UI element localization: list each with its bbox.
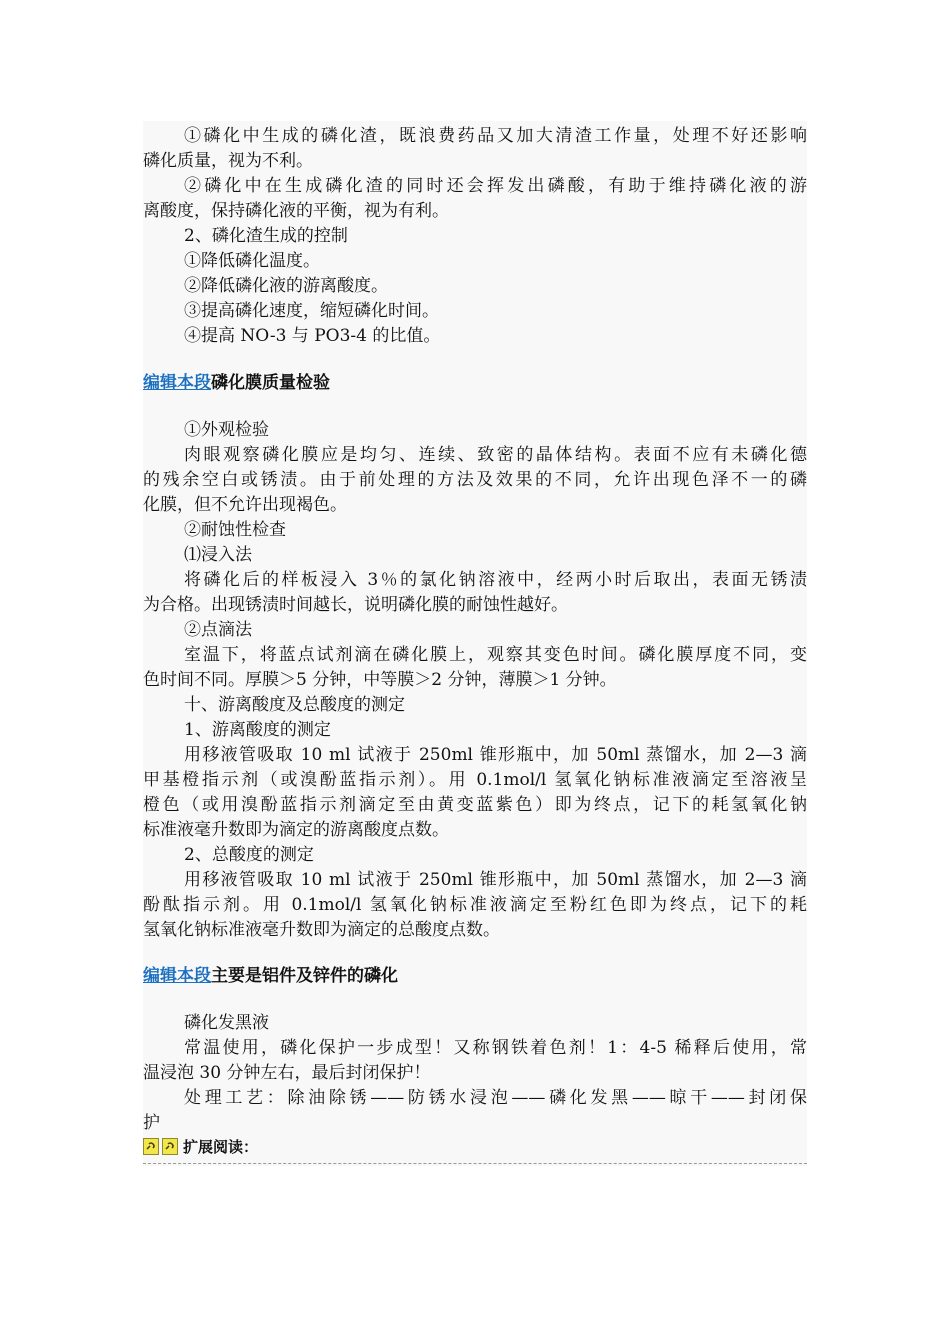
article-content	[143, 121, 807, 1166]
paragraph-line: 橙色（或用溴酚蓝指示剂滴定至由黄变蓝紫色）即为终点，记下的耗氢氧化钠	[143, 795, 807, 815]
paragraph-line: 温浸泡 30 分钟左右，最后封闭保护！	[143, 1063, 431, 1083]
paragraph-line: 的残余空白或锈渍。由于前处理的方法及效果的不同，允许出现色泽不一的磷	[143, 470, 807, 490]
paragraph-line: ②降低磷化液的游离酸度。	[184, 276, 388, 296]
paragraph-line: 常温使用，磷化保护一步成型！又称钢铁着色剂！1：4-5 稀释后使用，常	[184, 1038, 807, 1058]
paragraph-line: ③提高磷化速度，缩短磷化时间。	[184, 301, 439, 321]
paragraph-line: 室温下，将蓝点试剂滴在磷化膜上，观察其变色时间。磷化膜厚度不同，变	[184, 645, 807, 665]
paragraph-line: 用移液管吸取 10 ml 试液于 250ml 锥形瓶中，加 50ml 蒸馏水，加 2—3 滴	[184, 745, 807, 765]
paragraph-line: 氢氧化钠标准液毫升数即为滴定的总酸度点数。	[143, 920, 500, 940]
paragraph-line: 化膜，但不允许出现褐色。	[143, 495, 347, 515]
paragraph-line: 肉眼观察磷化膜应是均匀、连续、致密的晶体结构。表面不应有未磷化德	[184, 445, 807, 465]
paragraph-line: 1、游离酸度的测定	[184, 720, 331, 740]
edit-section-link[interactable]: 编辑本段	[143, 373, 211, 393]
paragraph-line: 酚酞指示剂。用 0.1mol/l 氢氧化钠标准液滴定至粉红色即为终点，记下的耗	[143, 895, 807, 915]
paragraph-line: 用移液管吸取 10 ml 试液于 250ml 锥形瓶中，加 50ml 蒸馏水，加 2—3 滴	[184, 870, 807, 890]
paragraph-line: 标准液毫升数即为滴定的游离酸度点数。	[143, 820, 449, 840]
paragraph-line: ②点滴法	[184, 620, 252, 640]
dashed-divider	[143, 1163, 807, 1164]
section-heading	[143, 371, 807, 395]
paragraph-line: 2、磷化渣生成的控制	[184, 226, 348, 246]
extended-reading-label: 扩展阅读：	[183, 1137, 259, 1156]
paragraph-line: 2、总酸度的测定	[184, 845, 314, 865]
section-heading	[143, 964, 807, 988]
section-title: 主要是铝件及锌件的磷化	[211, 966, 398, 986]
paragraph-line: 为合格。出现锈渍时间越长，说明磷化膜的耐蚀性越好。	[143, 595, 568, 615]
section-title: 磷化膜质量检验	[211, 373, 330, 393]
paragraph-line: ①外观检验	[184, 420, 269, 440]
paragraph-line: ⑴浸入法	[184, 545, 252, 565]
paragraph-line: 十、游离酸度及总酸度的测定	[184, 695, 405, 715]
paragraph-line: 磷化发黑液	[184, 1013, 269, 1033]
extended-reading-row	[143, 1135, 258, 1157]
paragraph-line: 甲基橙指示剂（或溴酚蓝指示剂）。用 0.1mol/l 氢氧化钠标准液滴定至溶液呈	[143, 770, 807, 790]
paragraph-line: ②耐蚀性检查	[184, 520, 286, 540]
paragraph-line: ④提高 NO-3 与 PO3-4 的比值。	[184, 326, 441, 346]
paragraph-line: 色时间不同。厚膜＞5 分钟，中等膜＞2 分钟，薄膜＞1 分钟。	[143, 670, 617, 690]
link-icon[interactable]	[162, 1138, 178, 1155]
edit-section-link[interactable]: 编辑本段	[143, 966, 211, 986]
link-icon[interactable]	[143, 1138, 159, 1155]
paragraph-line: 将磷化后的样板浸入 3％的氯化钠溶液中，经两小时后取出，表面无锈渍	[184, 570, 807, 590]
paragraph-line: ②磷化中在生成磷化渣的同时还会挥发出磷酸，有助于维持磷化液的游	[184, 176, 807, 196]
paragraph-line: 磷化质量，视为不利。	[143, 151, 313, 171]
paragraph-line: 离酸度，保持磷化液的平衡，视为有利。	[143, 201, 449, 221]
paragraph-line: ①磷化中生成的磷化渣，既浪费药品又加大清渣工作量，处理不好还影响	[184, 126, 807, 146]
paragraph-line: 处理工艺：除油除锈——防锈水浸泡——磷化发黑——晾干——封闭保	[184, 1088, 807, 1108]
paragraph-line: 护	[143, 1113, 160, 1133]
paragraph-line: ①降低磷化温度。	[184, 251, 320, 271]
